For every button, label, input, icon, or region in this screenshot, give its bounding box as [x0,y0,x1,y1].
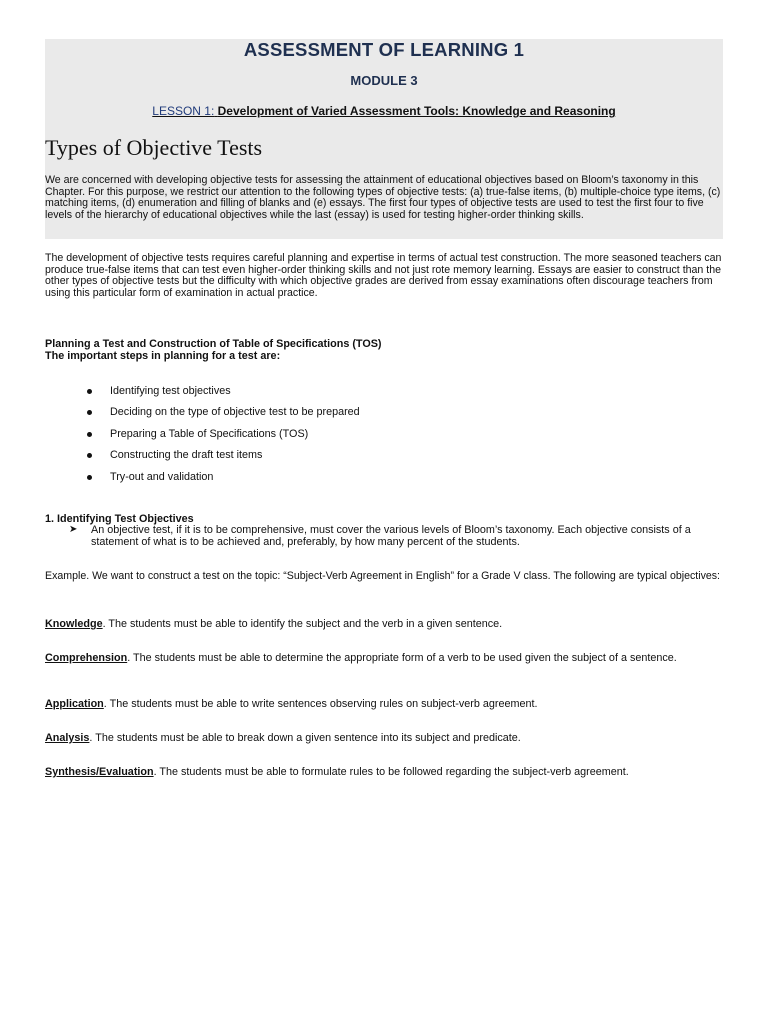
planning-subheading: The important steps in planning for a test are: [45,350,281,362]
objective-term: Comprehension [45,652,128,664]
bullet-icon [87,453,92,458]
objective-text: . The students must be able to determine the appropriate form of a verb to be used given the subject of a sentence. [127,652,677,664]
step-text: Constructing the draft test items [110,449,263,462]
objective-term: Application [45,698,104,710]
objective-term: Analysis [45,732,90,744]
objective-text: . The students must be able to identify the subject and the verb in a given sentence. [102,618,503,630]
step-text: Deciding on the type of objective test to be prepared [110,406,360,419]
list-item [45,406,360,427]
step-text: Try-out and validation [110,470,214,483]
bullet-icon [87,410,92,415]
development-paragraph: The development of objective tests requires careful planning and expertise in terms of actual test construction. The more seasoned teachers can produce true-false items that can test even higher-order thinking skills and not just rote memory learning. Essays are easier to construct than the other types of objective tests but the difficulty with which objective grades are derived from essay examinations often discourage teachers from using this particular form of examination in actual practice. [45,252,722,299]
arrow-bullet-icon: ➤ [69,524,78,535]
planning-heading: Planning a Test and Construction of Table of Specifications (TOS) [45,338,382,350]
lesson-number: LESSON 1: [152,104,215,118]
bullet-icon [87,475,92,480]
objective-application [45,698,723,710]
objective-test-point [45,524,723,548]
objective-knowledge [45,618,723,630]
objective-term: Knowledge [45,618,103,630]
objective-analysis [45,732,723,744]
list-item [45,449,360,470]
list-item [45,471,360,492]
bullet-icon [87,432,92,437]
objective-test-text: An objective test, if it is to be comprehensive, must cover the various levels of Bloom’s taxonomy. Each objective consists of a statement of what is to be achieved and, preferably, by how many percent of the students. [91,524,691,548]
example-paragraph: Example. We want to construct a test on the topic: “Subject-Verb Agreement in English” for a Grade V class. The following are typical objectives: [45,570,720,582]
section-title: Types of Objective Tests [45,135,263,160]
document-title: ASSESSMENT OF LEARNING 1 [243,39,525,60]
objective-synthesis-evaluation [45,766,723,778]
intro-paragraph: We are concerned with developing objective tests for assessing the attainment of educational objectives based on Bloom’s taxonomy in this Chapter. For this purpose, we restrict our attention to the following types of objective tests: (a) true-false items, (b) multiple-choice type items, (c) matching items, (d) enumeration and filling of blanks and (e) essays. The first four types of objective tests are used to test the first four to five levels of the hierarchy of educational objectives while the last (essay) is used for testing higher-order thinking skills. [45,174,721,221]
module-label: MODULE 3 [350,73,418,88]
lesson-heading [45,104,723,118]
objective-text: . The students must be able to formulate rules to be followed regarding the subject-verb agreement. [153,766,629,778]
lesson-title: Development of Varied Assessment Tools: Knowledge and Reasoning [217,104,616,118]
list-item [45,428,360,449]
step-text: Identifying test objectives [110,385,231,397]
objective-text: . The students must be able to break down a given sentence into its subject and predicate. [89,732,521,744]
step-text: Preparing a Table of Specifications (TOS) [110,427,309,440]
bullet-icon [87,389,92,394]
objective-term: Synthesis/Evaluation [45,766,154,778]
steps-list [45,385,360,492]
objective-text: . The students must be able to write sentences observing rules on subject-verb agreement. [103,698,538,710]
identify-objectives-heading: 1. Identifying Test Objectives [45,513,194,525]
objective-comprehension [45,652,723,664]
list-item [45,385,360,406]
